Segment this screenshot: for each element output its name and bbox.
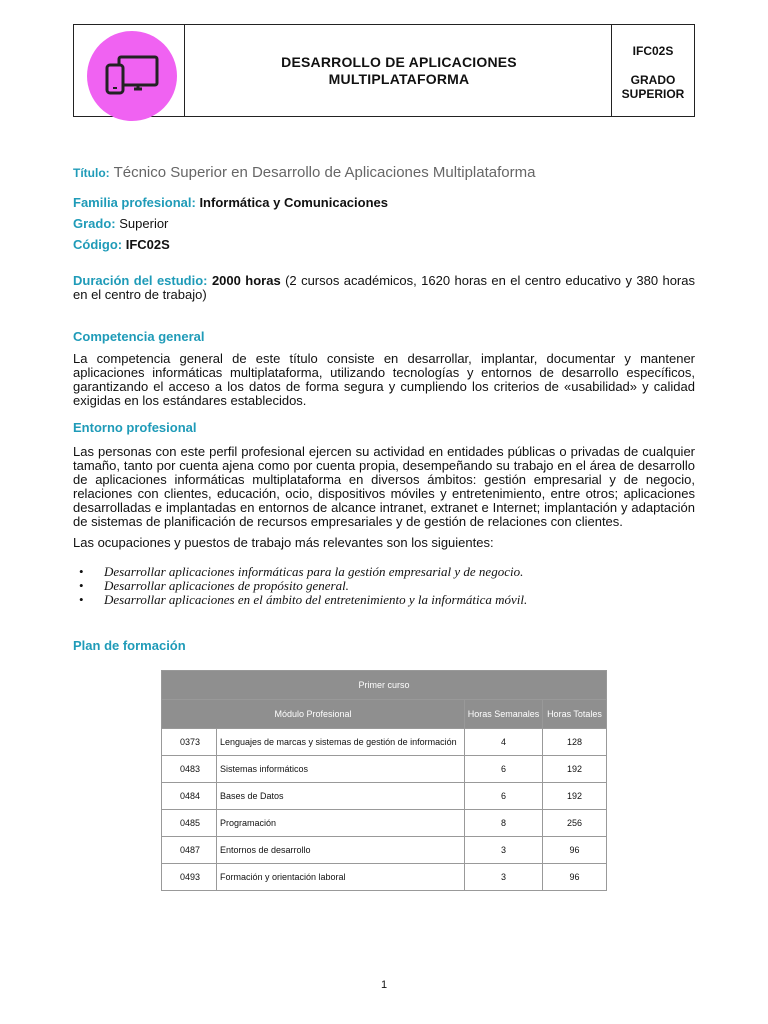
familia-value: Informática y Comunicaciones — [199, 195, 388, 210]
bullet-icon: • — [79, 592, 84, 607]
col-modulo: Módulo Profesional — [162, 700, 465, 729]
list-item: • Desarrollar aplicaciones de propósito general. — [79, 578, 349, 593]
page-number: 1 — [380, 979, 388, 991]
grado-value: Superior — [119, 216, 169, 231]
title-line-1: DESARROLLO DE APLICACIONES — [281, 53, 517, 70]
module-name: Programación — [217, 810, 465, 837]
table-row — [162, 837, 607, 864]
hours-total: 192 — [543, 783, 607, 810]
duracion-detail: (2 cursos académicos, 1620 horas en el centro educativo y 380 horas en el centro de trabajo) — [73, 273, 695, 302]
duracion-label: Duración del estudio: — [73, 273, 208, 288]
ocupaciones-list — [73, 565, 695, 607]
course-code: IFC02S — [632, 44, 674, 58]
titulo-label: Título: — [73, 166, 110, 180]
col-semanales: Horas Semanales — [465, 700, 543, 729]
module-code: 0487 — [162, 837, 217, 864]
module-name: Lenguajes de marcas y sistemas de gestión de información — [217, 729, 465, 756]
plan-table — [161, 670, 607, 891]
duracion-value: 2000 horas — [211, 273, 281, 288]
module-name: Formación y orientación laboral — [217, 864, 465, 891]
hours-total: 96 — [543, 864, 607, 891]
col-totales: Horas Totales — [543, 700, 607, 729]
module-code: 0485 — [162, 810, 217, 837]
table-row — [162, 810, 607, 837]
module-name: Sistemas informáticos — [217, 756, 465, 783]
hours-weekly: 6 — [465, 756, 543, 783]
module-code: 0493 — [162, 864, 217, 891]
competencia-text: La competencia general de este título consiste en desarrollar, implantar, documentar y mantener aplicaciones informáticas multiplataforma, utilizando tecnologías y entornos de desarrollo específicos, garantizando el acceso a los datos de forma segura y cumpliendo los criterios de «usabilidad» y calidad exigidas en los estándares establecidos. — [73, 351, 695, 408]
entorno-text: Las personas con este perfil profesional ejercen su actividad en entidades públicas o privadas de cualquier tamaño, tanto por cuenta ajena como por cuenta propia, desempeñando su trabajo en el área de desarrollo de aplicaciones informáticas multiplataforma en diversos ámbitos: gestión empresarial y de negocio, relaciones con clientes, educación, ocio, dispositivos móviles y entretenimiento, entre otros; aplicaciones desarrolladas e implantadas en entornos de alcance intranet, extranet e Internet; implantación y adaptación de sistemas de planificación de recursos empresariales y de gestión de relaciones con clientes. — [73, 444, 695, 529]
title-line-2: MULTIPLATAFORMA — [328, 70, 470, 87]
familia-label: Familia profesional: — [73, 195, 196, 210]
codigo-row — [73, 238, 695, 252]
list-item: • Desarrollar aplicaciones en el ámbito del entretenimiento y la informática móvil. — [79, 592, 528, 607]
grado-line-2: SUPERIOR — [621, 87, 685, 101]
table-row — [162, 783, 607, 810]
table-title: Primer curso — [162, 671, 607, 700]
devices-icon — [87, 31, 177, 121]
titulo-value: Técnico Superior en Desarrollo de Aplicaciones Multiplataforma — [113, 164, 536, 181]
grado-row — [73, 217, 695, 231]
document-title — [184, 25, 614, 116]
table-title-row — [162, 671, 607, 700]
logo-cell — [74, 25, 185, 116]
table-header-row — [162, 700, 607, 729]
hours-weekly: 3 — [465, 837, 543, 864]
code-cell — [611, 25, 694, 116]
titulo-row — [73, 166, 695, 180]
hours-weekly: 3 — [465, 864, 543, 891]
codigo-value: IFC02S — [125, 237, 170, 252]
module-code: 0483 — [162, 756, 217, 783]
duracion-row — [73, 274, 695, 302]
entorno-heading: Entorno profesional — [73, 420, 197, 435]
logo-badge — [87, 31, 177, 121]
hours-total: 128 — [543, 729, 607, 756]
hours-total: 192 — [543, 756, 607, 783]
module-code: 0484 — [162, 783, 217, 810]
module-code: 0373 — [162, 729, 217, 756]
familia-row — [73, 196, 695, 210]
table-row — [162, 864, 607, 891]
hours-total: 96 — [543, 837, 607, 864]
ocupaciones-intro: Las ocupaciones y puestos de trabajo más relevantes son los siguientes: — [73, 535, 494, 550]
table-row — [162, 729, 607, 756]
hours-weekly: 4 — [465, 729, 543, 756]
document-header — [73, 24, 695, 117]
plan-heading: Plan de formación — [73, 638, 186, 653]
hours-weekly: 6 — [465, 783, 543, 810]
hours-total: 256 — [543, 810, 607, 837]
table-row — [162, 756, 607, 783]
codigo-label: Código: — [73, 237, 123, 252]
grado-label: Grado: — [73, 216, 116, 231]
grado-line-1: GRADO — [630, 73, 676, 87]
module-name: Bases de Datos — [217, 783, 465, 810]
course-level — [612, 73, 694, 101]
bullet-icon: • — [79, 578, 84, 593]
module-name: Entornos de desarrollo — [217, 837, 465, 864]
hours-weekly: 8 — [465, 810, 543, 837]
competencia-heading: Competencia general — [73, 329, 205, 344]
bullet-icon: • — [79, 564, 84, 579]
list-item: • Desarrollar aplicaciones informáticas para la gestión empresarial y de negocio. — [79, 564, 524, 579]
